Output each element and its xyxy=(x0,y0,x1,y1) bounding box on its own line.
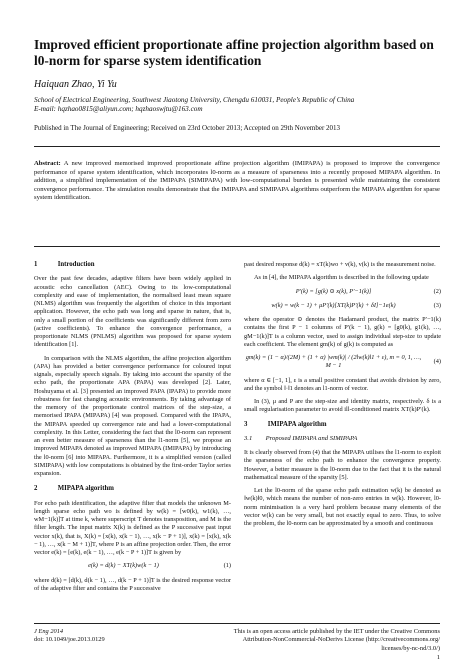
equation-body: gm(k) = (1 − α)/(2M) + (1 + α) |wm(k)| / (2‖w(k)‖1 + ε), m = 0, 1, …, M − 1 xyxy=(245,354,422,370)
paragraph: In comparison with the NLMS algorithm, the affine projection algorithm (APA) has provided a better convergence performance for coloured input signals, especially speech signals. By taking into account the sparsity of the echo path, the proportionate APA (PAPA) was developed [2]. Later, Hoshuyama et al. [3] presented an improved PAPA (IPAPA) to provide more robustness for fast changing acoustic environments. By taking advantage of the memory of the proportionate control matrices of the step-size, a memorised IPAPA (MIPAPA) [4] was proposed. Compared with the IPAPA, the MIPAPA speeded up convergence rate and had a lower-computational complexity. In this Letter, considering the fact that the l0-norm can represent an even better measure of sparseness than the l1-norm [5], we propose an improved MIPAPA denoted as improved MIPAPA (IMIPAPA) by introducing the l0-norm [6] into MIPAPA. Furthermore, it is a simplified version (called SIMIPAPA) with low computations is obtained by the first-order Taylor series expansion. xyxy=(34,354,231,477)
paragraph: Over the past few decades, adaptive filters have been widely applied in acoustic echo cancellation (AEC). Owing to its low-computational complexity and ease of implementation, the normalised least mean square (NLMS) algorithm was frequently the algorithm of choice in this important application. However, the echo path was long and sparse in nature, that is, only a small portion of the coefficients was significantly different from zero (active coefficients). To enhance the convergence performance, a proportionate NLMS (PNLMS) algorithm was proposed for sparse system identification [1]. xyxy=(34,275,231,349)
section-title: Introduction xyxy=(57,261,95,268)
equation-4 xyxy=(244,354,441,371)
paragraph: Let the l0-norm of the sparse echo path estimation w(k) be denoted as ‖w(k)‖0, which means the number of non-zero entries in w(k). However, l0-norm minimisation is a very hard problem because many elements of the vector w(k) can be very small, but not exactly equal to zero. Thus, to solve the problem, the l0-norm can be approximated by a smooth and continuous xyxy=(244,487,441,527)
publication-info: Published in The Journal of Engineering; Received on 23rd October 2013; Accepted on 29th November 2013 xyxy=(34,124,341,132)
abstract-label: Abstract: xyxy=(34,160,61,167)
paragraph: In (3), μ and P are the step-size and identity matrix, respectively. δ is a small regularisation parameter to avoid ill-conditioned matrix XT(k)P′(k). xyxy=(244,398,441,414)
equation-3 xyxy=(244,302,441,310)
journal-name: J Eng 2014 xyxy=(34,628,64,635)
paragraph: where d(k) = [d(k), d(k − 1), …, d(k − P + 1)]T is the desired response vector of the adaptive filter and contains the P successive xyxy=(34,576,231,592)
subsection-number: 3.1 xyxy=(244,434,253,442)
footer-journal-info xyxy=(34,628,105,645)
equation-number: (2) xyxy=(433,287,441,295)
subsection-3-1-heading xyxy=(244,435,441,443)
equation-body: w(k) = w(k − 1) + μP′(k)[XT(k)P′(k) + δI]−1e(k) xyxy=(271,301,396,309)
top-rule xyxy=(34,146,440,147)
doi: doi: 10.1049/joe.2013.0129 xyxy=(34,636,105,644)
footer-rule xyxy=(34,623,440,624)
author-affiliation xyxy=(34,96,454,114)
equation-1 xyxy=(34,562,231,570)
section-1-heading xyxy=(34,261,231,269)
license-line: This is an open access article published by the IET under the Creative Commons xyxy=(233,628,440,635)
paragraph: past desired response d(k) = xT(k)wo + v(k), v(k) is the measurement noise. xyxy=(244,261,436,268)
email-line: E-mail: hqzhao0815@aliyun.com; hqzhaoswjtu@163.com xyxy=(34,105,203,113)
subsection-title: Proposed IMIPAPA and SIMIPAPA xyxy=(265,434,358,442)
paragraph: where the operator ⊙ denotes the Hadamard product, the matrix P′−1(k) contains the first P − 1 columns of P′(k − 1), g(k) = [g0(k), g1(k), …, gM−1(k)]T is a column vector, used to assign individual step-size to update each coefficient. The element gm(k) of g(k) is computed as xyxy=(244,316,441,348)
right-column xyxy=(244,261,441,533)
paper-authors: Haiquan Zhao, Yi Yu xyxy=(34,79,117,90)
equation-number: (4) xyxy=(433,358,441,366)
section-2-heading xyxy=(34,485,231,493)
equation-number: (1) xyxy=(223,562,231,570)
paragraph: As in [4], the MIPAPA algorithm is described in the following update xyxy=(254,274,429,282)
paragraph: It is clearly observed from (4) that the MIPAPA utilises the l1-norm to exploit the sparseness of the echo path to enhance the convergence property. However, a better measure is the l0-norm due to the fact that it is the natural mathematical measure of the sparsity [5]. xyxy=(244,449,441,481)
abstract-rule xyxy=(34,246,440,247)
affiliation-line: School of Electrical Engineering, Southwest Jiaotong University, Chengdu 610031, People’s Republic of China xyxy=(34,96,355,104)
section-number: 2 xyxy=(34,485,38,493)
equation-2 xyxy=(244,288,441,296)
section-3-heading xyxy=(244,421,441,429)
abstract xyxy=(34,160,440,203)
paragraph: where α ∈ [−1, 1], ε is a small positive constant that avoids division by zero, and the symbol ‖·‖1 denotes an l1-norm of vector. xyxy=(244,376,441,392)
license-line: licenses/by-nc-nd/3.0/) xyxy=(381,644,440,652)
section-title: MIPAPA algorithm xyxy=(57,485,114,493)
equation-number: (3) xyxy=(433,301,441,309)
section-number: 1 xyxy=(34,261,38,268)
left-column xyxy=(34,261,231,598)
license-line: Attribution-NonCommercial-NoDerivs License (http://creativecommons.org/ xyxy=(242,636,440,644)
footer-license xyxy=(178,628,440,653)
abstract-text: A new improved memorised improved proportionate affine projection algorithm (IMIPAPA) is proposed to improve the convergence performance of sparse system identification, which incorporates l0-norm as a measure of sparseness into a recently proposed MIPAPA algorithm. In addition, a simplified implementation of the IMIPAPA (SIMIPAPA) with low-computational burden is presented while maintaining the consistent convergence performance. The simulation results demonstrate that the IMIPAPA and SIMIPAPA algorithms outperform the MIPAPA algorithm for sparse system identification. xyxy=(34,160,440,201)
paper-title: Improved efficient proportionate affine projection algorithm based on l0-norm for sparse system identification xyxy=(34,37,434,68)
section-title: IMIPAPA algorithm xyxy=(267,420,327,428)
equation-body: e(k) = d(k) − XT(k)w(k − 1) xyxy=(88,562,159,570)
section-number: 3 xyxy=(244,420,248,428)
equation-body: P′(k) = [g(k) ⊙ x(k), P′−1(k)] xyxy=(295,287,372,295)
paragraph: For echo path identification, the adaptive filter that models the unknown M-length sparse echo path wo is defined by w(k) = [w0(k), w1(k), …, wM−1(k)]T at time k, where superscript T denotes transposition, and M is the filter length. The input matrix X(k) is defined as the P successive past input vector x(k), that is, X(k) = [x(k), x(k − 1), …, x(k − P + 1)], x(k) = [x(k), x(k − 1), …, x(k − M + 1)]T, where P is an affine projection order. Then, the error vector e(k) = [e(k), e(k − 1), …, e(k − P + 1)]T is given by xyxy=(34,499,231,556)
page-number: 1 xyxy=(436,654,440,661)
